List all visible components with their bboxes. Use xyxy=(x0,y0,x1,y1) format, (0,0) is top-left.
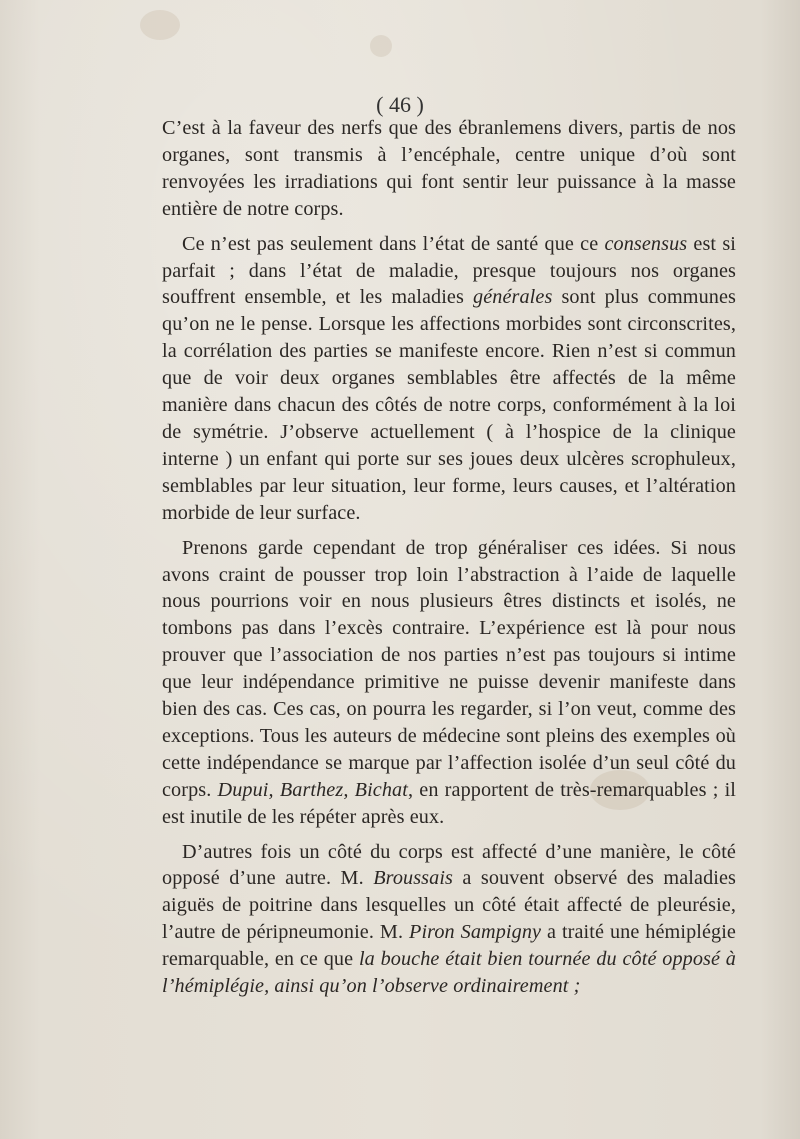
body-text xyxy=(162,115,736,1000)
text-run: a traité une hémiplégie remarquable, en ce que xyxy=(162,921,736,971)
text-run: Ce n’est pas seulement dans l’état de santé que ce xyxy=(182,232,605,255)
italic-name: Broussais xyxy=(373,867,453,890)
text-run: C’est à la faveur des nerfs que des ébranlemens divers, partis de nos organes, sont transmis à l’encéphale, centre unique d’où sont renvoyées les irradiations qui font sentir leur puissance à la masse entière de notre corps. xyxy=(162,117,736,220)
text-run: est si parfait ; dans l’état de maladie, presque toujours nos organes souffrent ensemble, et les maladies xyxy=(162,232,736,309)
italic-term: générales xyxy=(473,286,553,309)
text-run: a souvent observé des maladies aiguës de poitrine dans lesquelles un côté était affecté de pleurésie, l’autre de péripneumonie. M. xyxy=(162,867,736,944)
text-run: D’autres fois un côté du corps est affecté d’une manière, le côté opposé d’une autre. M. xyxy=(162,840,736,890)
italic-term: consensus xyxy=(604,232,688,255)
paragraph xyxy=(162,839,736,1000)
italic-name: Piron Sampigny xyxy=(409,921,542,944)
italic-names: Dupui, Barthez, Bichat xyxy=(217,778,408,801)
paragraph xyxy=(162,231,736,527)
italic-quote: la bouche était bien tournée du côté opposé à l’hémiplégie, ainsi qu’on l’observe ordinairement ; xyxy=(162,948,736,998)
text-run: Prenons garde cependant de trop généraliser ces idées. Si nous avons craint de pousser trop loin l’abstraction à l’aide de laquelle nous pourrions voir en nous plusieurs êtres distincts et isolés, ne tombons pas dans l’excès contraire. L’expérience est là pour nous prouver que l’association de nos parties n’est pas toujours si intime que leur indépendance primitive ne puisse devenir manifeste dans bien des cas. Ces cas, on pourra les regarder, si l’on veut, comme des exceptions. Tous les auteurs de médecine sont pleins des exemples où cette indépendance se marque par l’affection isolée d’un seul côté du corps. xyxy=(162,536,736,801)
paper-stain xyxy=(370,35,392,57)
page-number: ( 46 ) xyxy=(376,92,424,117)
text-run: , en rapportent de très-remarquables ; il est inutile de les répéter après eux. xyxy=(162,778,736,828)
text-run: sont plus communes qu’on ne le pense. Lorsque les affections morbides sont circonscrites, la corrélation des parties se manifeste encore. Rien n’est si commun que de voir deux organes semblables être affectés de la même manière dans chacun des côtés de notre corps, conformément à la loi de symétrie. J’observe actuellement ( à l’hospice de la clinique interne ) un enfant qui porte sur ses joues deux ulcères scrophuleux, semblables par leur situation, leur forme, leurs causes, et l’altération morbide de leur surface. xyxy=(162,286,736,524)
paragraph xyxy=(162,115,736,223)
paragraph xyxy=(162,535,736,831)
paper-stain xyxy=(140,10,180,40)
